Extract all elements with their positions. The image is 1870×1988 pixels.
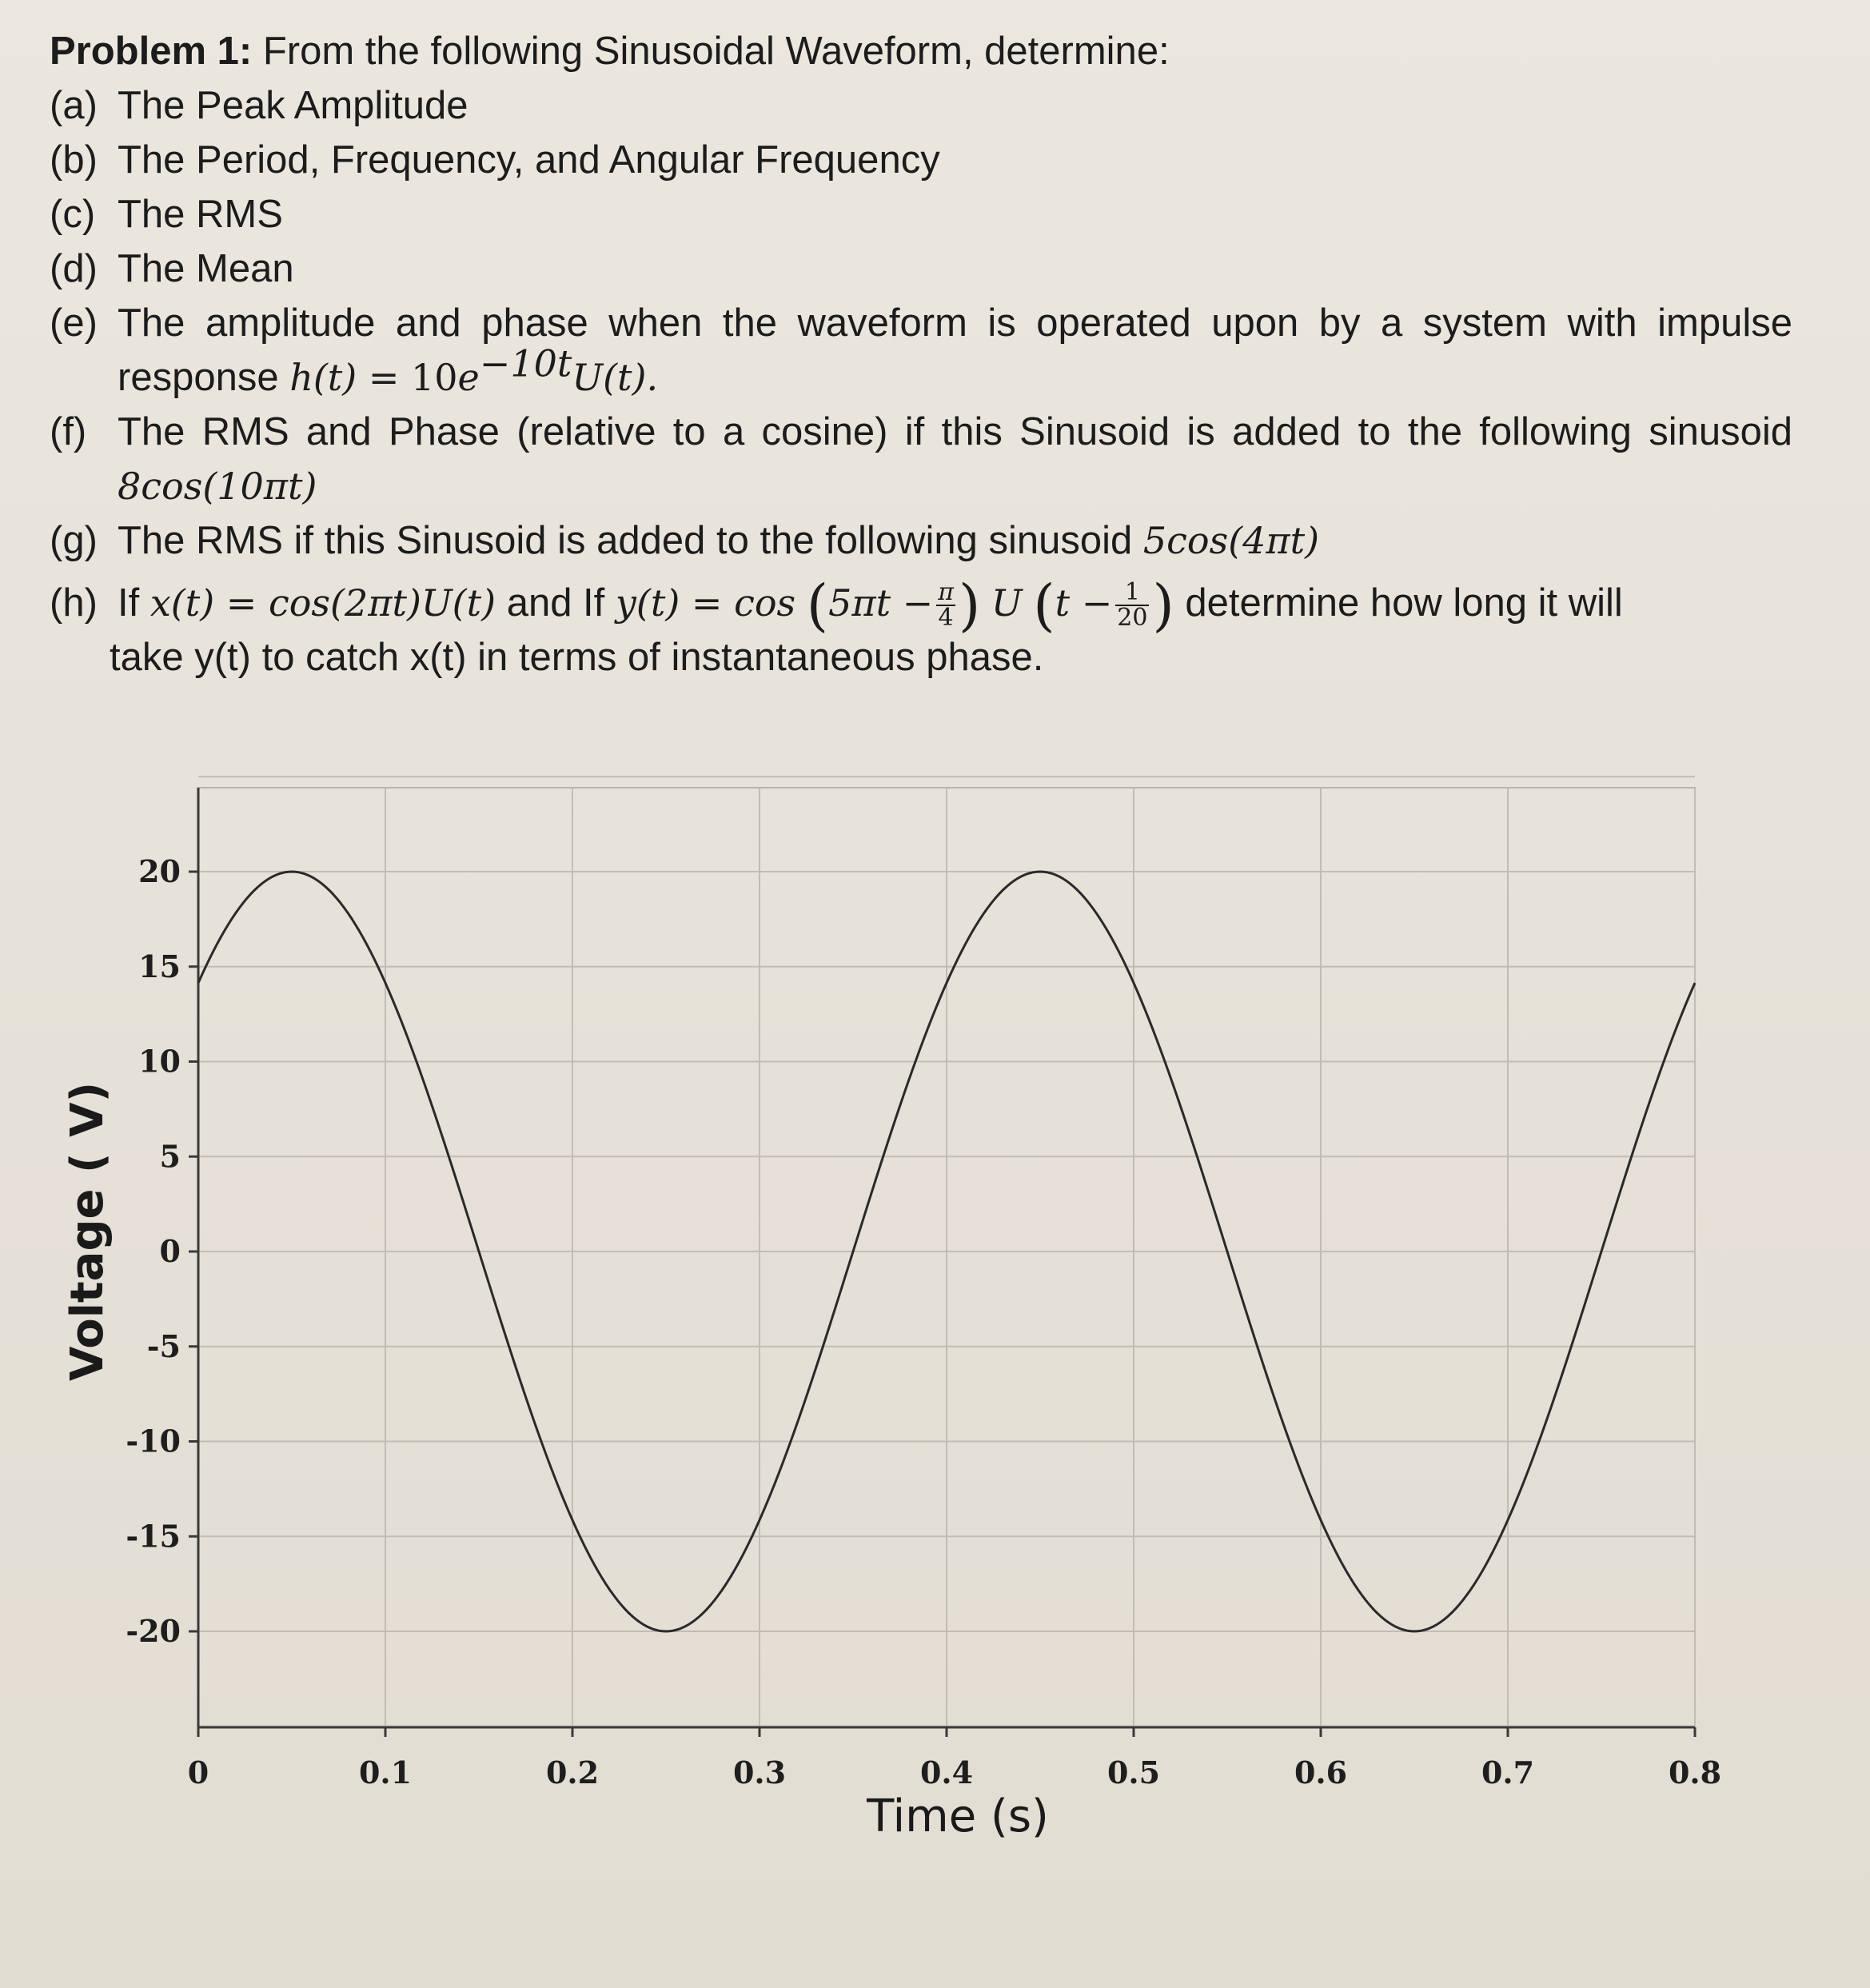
x-tick-label-5: 0.5 xyxy=(1106,1754,1161,1790)
part-h-line1: If x(t) = cos(2πt)U(t) and If y(t) = cos (5πt − $\frac{\pi}{4}$ ) U (t − $\frac{1}{20}$ ) determine how long it will xyxy=(118,573,1623,639)
part-f-math: 8cos(10πt) xyxy=(118,465,317,508)
part-h-line2: take y(t) to catch x(t) in terms of instantaneous phase. xyxy=(110,636,1044,680)
part-h-x-expr: x(t) = cos(2πt)U(t) xyxy=(150,581,496,625)
part-a-label: (a) xyxy=(50,84,98,127)
x-tick-label-7: 0.7 xyxy=(1481,1754,1535,1790)
part-f-text-line1: The RMS and Phase (relative to a cosine) if this Sinusoid is added to the following sinusoid xyxy=(118,410,1792,453)
part-e-response-word: response xyxy=(118,356,279,399)
part-h-y-expr: y(t) = cos xyxy=(615,581,796,625)
y-tick-label-4: 0 xyxy=(159,1233,181,1269)
part-e-h-of-t: h(t) xyxy=(289,356,357,399)
x-tick-label-2: 0.2 xyxy=(545,1754,600,1790)
x-tick-label-8: 0.8 xyxy=(1668,1754,1722,1790)
y-tick-label-5: -5 xyxy=(146,1327,181,1364)
y-tick-label-2: 10 xyxy=(138,1043,181,1080)
part-f-label: (f) xyxy=(50,410,87,453)
x-tick-label-4: 0.4 xyxy=(919,1754,974,1790)
part-h-if: If xyxy=(118,581,140,625)
part-b-text: The Period, Frequency, and Angular Frequency xyxy=(118,138,940,182)
y-tick-label-1: 15 xyxy=(138,948,181,984)
part-d-text: The Mean xyxy=(118,247,294,290)
part-h-one-over-20: $\frac{1}{20}$ xyxy=(1117,578,1148,633)
part-d-label: (d) xyxy=(50,247,98,290)
x-tick-label-0: 0 xyxy=(187,1754,209,1790)
x-tick-label-1: 0.1 xyxy=(358,1754,413,1790)
part-c-label: (c) xyxy=(50,193,96,236)
part-h-pi-over-4: $\frac{\pi}{4}$ xyxy=(938,578,954,633)
part-e-label: (e) xyxy=(50,301,98,345)
x-tick-label-6: 0.6 xyxy=(1294,1754,1348,1790)
chart-grid xyxy=(198,776,1695,1727)
problem-heading: Problem 1: xyxy=(50,30,253,73)
x-axis-title: Time (s) xyxy=(867,1790,1049,1842)
y-tick-label-8: -20 xyxy=(126,1613,181,1649)
part-e-step: U(t). xyxy=(572,356,659,399)
y-tick-label-0: 20 xyxy=(138,853,181,889)
part-h-y-arg: 5πt − xyxy=(828,581,934,625)
problem-intro: From the following Sinusoidal Waveform, determine: xyxy=(262,30,1170,73)
part-g-math: 5cos(4πt) xyxy=(1142,519,1320,562)
part-g-label: (g) xyxy=(50,519,98,562)
part-c-text: The RMS xyxy=(118,193,283,236)
y-axis-title: Voltage ( V) xyxy=(62,1081,114,1382)
part-h-tail: determine how long it will xyxy=(1185,581,1623,625)
y-tick-label-6: -10 xyxy=(126,1423,181,1459)
part-b-label: (b) xyxy=(50,138,98,182)
part-h-and-if: and If xyxy=(506,581,605,625)
part-e-equals: = 10 xyxy=(357,356,458,399)
part-g-text: The RMS if this Sinusoid is added to the following sinusoid xyxy=(118,519,1133,562)
part-h-label: (h) xyxy=(50,581,98,625)
chart-ticks xyxy=(126,853,1721,1790)
y-tick-label-3: 5 xyxy=(159,1138,181,1175)
x-tick-label-3: 0.3 xyxy=(732,1754,787,1790)
part-e-exponent: −10t xyxy=(479,341,572,385)
part-e-text-line1: The amplitude and phase when the waveform is operated upon by a system with impulse xyxy=(118,301,1792,345)
part-a-text: The Peak Amplitude xyxy=(118,84,468,127)
part-h-u: U xyxy=(991,581,1023,625)
part-h-t-minus: t − xyxy=(1055,581,1113,625)
part-e-e: e xyxy=(457,356,480,399)
y-tick-label-7: -15 xyxy=(126,1518,181,1555)
